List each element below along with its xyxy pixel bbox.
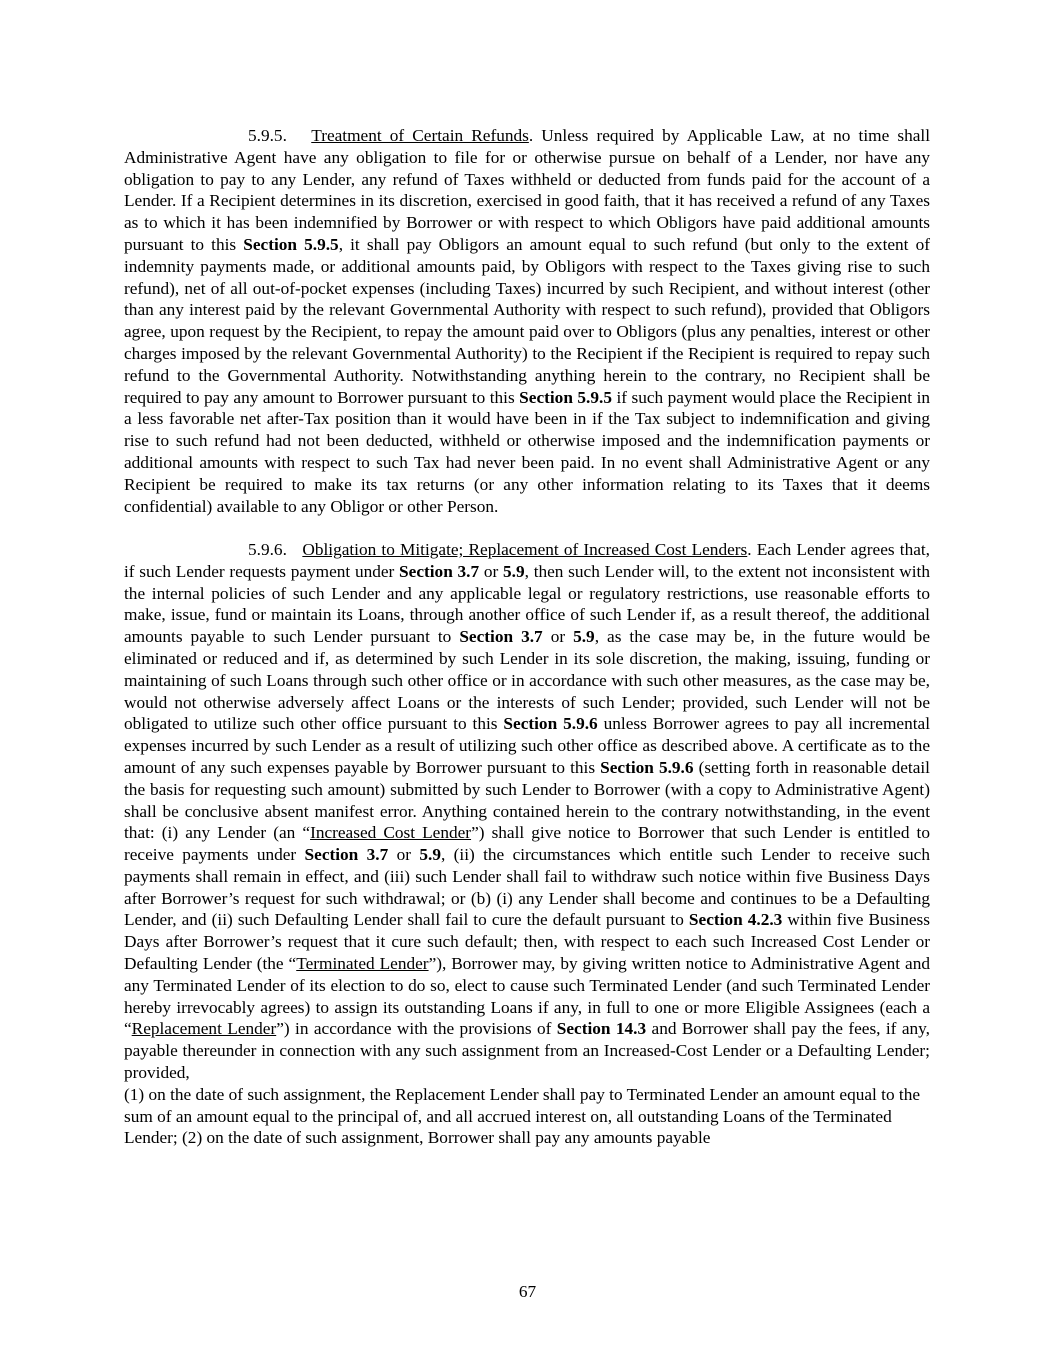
document-page (124, 125, 930, 1149)
section-5-9-5-paragraph: 5.9.5. Treatment of Certain Refunds. Unless required by Applicable Law, at no time shall Administrative Agent have any obligation to file for or otherwise pursue on behalf of a Lender, nor have any obligation to pay to any Lender, any refund of Taxes withheld or deducted from funds paid for the account of a Lender. If a Recipient determines in its discretion, exercised in good faith, that it has received a refund of any Taxes as to which it has been indemnified by Borrower or with respect to which Obligors have paid additional amounts pursuant to this Section 5.9.5, it shall pay Obligors an amount equal to such refund (but only to the extent of indemnity payments made, or additional amounts paid, by Obligors with respect to the Taxes giving rise to such refund), net of all out-of-pocket expenses (including Taxes) incurred by such Recipient, and without interest (other than any interest paid by the relevant Governmental Authority with respect to such refund), provided that Obligors agree, upon request by the Recipient, to repay the amount paid over to Obligors (plus any penalties, interest or other charges imposed by the relevant Governmental Authority) to the Recipient if the Recipient is required to repay such refund to the Governmental Authority. Notwithstanding anything herein to the contrary, no Recipient shall be required to pay any amount to Borrower pursuant to this Section 5.9.5 if such payment would place the Recipient in a less favorable net after-Tax position than it would have been in if the Tax subject to indemnification and giving rise to such refund had not been deducted, withheld or otherwise imposed and the indemnification payments or additional amounts with respect to such Tax had never been paid. In no event shall Administrative Agent or any Recipient be required to make its tax returns (or any other information relating to its Taxes that it deems confidential) available to any Obligor or other Person. (124, 126, 931, 516)
defined-term: Replacement Lender (131, 1019, 277, 1039)
section-reference: Section 3.7 (304, 845, 389, 865)
section-number: 5.9.6. (248, 539, 287, 559)
section-reference: 5.9 (573, 627, 595, 647)
defined-term: Increased Cost Lender (310, 823, 472, 843)
section-heading: Obligation to Mitigate; Replacement of Increased Cost Lenders (302, 539, 748, 559)
section-heading: Treatment of Certain Refunds (311, 126, 529, 145)
section-5-9-6-paragraph: 5.9.6. Obligation to Mitigate; Replacement of Increased Cost Lenders. Each Lender agrees that, if such Lender requests payment under Section 3.7 or 5.9, then such Lender will, to the extent not inconsistent with the internal policies of such Lender and any applicable legal or regulatory restrictions, use reasonable efforts to make, issue, fund or maintain its Loans, through another office of such Lender if, as a result thereof, the additional amounts payable to such Lender pursuant to Section 3.7 or 5.9, as the case may be, in the future would be eliminated or reduced and if, as determined by such Lender in its sole discretion, the making, issuing, funding or maintaining of such Loans through such other office or in accordance with such other measures, as the case may be, would not otherwise adversely affect Loans or the interests of such Lender; provided, such Lender will not be obligated to utilize such other office pursuant to this Section 5.9.6 unless Borrower agrees to pay all incremental expenses incurred by such Lender as a result of utilizing such other office as described above. A certificate as to the amount of any such expenses payable by Borrower pursuant to this Section 5.9.6 (setting forth in reasonable detail the basis for requesting such amount) submitted by such Lender to Borrower (with a copy to Administrative Agent) shall be conclusive absent manifest error. Anything contained herein to the contrary notwithstanding, in the event that: (i) any Lender (an “Increased Cost Lender”) shall give notice to Borrower that such Lender is entitled to receive payments under Section 3.7 or 5.9, (ii) the circumstances which entitle such Lender to receive such payments shall remain in effect, and (iii) such Lender shall fail to withdraw such notice within five Business Days after Borrower’s request for such withdrawal; or (b) (i) any Lender shall become and continues to be a Defaulting Lender, and (ii) such Defaulting Lender shall fail to cure the default pursuant to Section 4.2.3 within five Business Days after Borrower’s request that it cure such default; then, with respect to each such Increased Cost Lender or Defaulting Lender (the “Terminated Lender”), Borrower may, by giving written notice to Administrative Agent and any Terminated Lender of its election to do so, elect to cause such Terminated Lender (and such Terminated Lender hereby irrevocably agrees) to assign its outstanding Loans if any, in full to one or more Eligible Assignees (each a “Replacement Lender”) in accordance with the provisions of Section 14.3 and Borrower shall pay the fees, if any, payable thereunder in connection with any such assignment from an Increased-Cost Lender or a Defaulting Lender; provided, (124, 539, 931, 1083)
page-number: 67 (518, 1282, 537, 1301)
defined-term: Terminated Lender (296, 954, 429, 974)
section-reference: 5.9 (419, 845, 441, 865)
section-reference: Section 5.9.6 (600, 757, 694, 777)
section-reference: Section 5.9.5 (519, 387, 612, 407)
section-reference: Section 5.9.6 (503, 714, 598, 734)
section-reference: 5.9 (503, 561, 525, 581)
section-reference: Section 5.9.5 (243, 234, 339, 254)
section-number: 5.9.5. (248, 126, 287, 145)
section-reference: Section 3.7 (459, 627, 543, 647)
section-reference: Section 3.7 (399, 561, 480, 581)
section-reference: Section 4.2.3 (688, 910, 783, 930)
section-5-9-6-continuation: (1) on the date of such assignment, the Replacement Lender shall pay to Terminated Lender an amount equal to the sum of an amount equal to the principal of, and all accrued interest on, all outstanding Loans of the Terminated Lender; (2) on the date of such assignment, Borrower shall pay any amounts payable (124, 1084, 921, 1148)
section-reference: Section 14.3 (556, 1019, 647, 1039)
